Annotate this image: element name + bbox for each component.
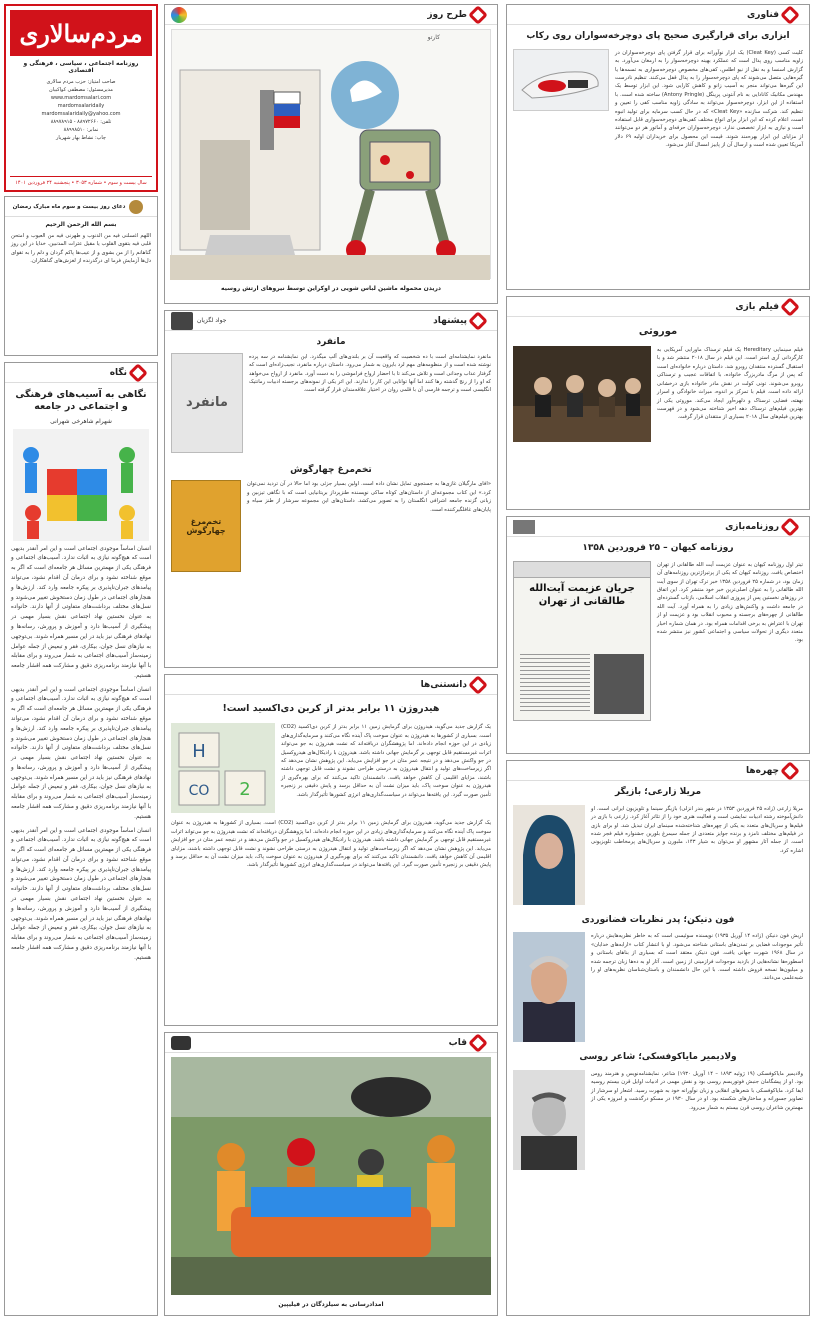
pishnahad-author: جواد لگزیان <box>197 317 227 324</box>
masthead-logo: مردم‌سالاری <box>10 10 152 56</box>
fanavari-section: فناوری <box>747 9 779 20</box>
pishnahad-section: پیشنهاد <box>433 315 467 326</box>
book1-body: مانفرد نمایشنامه‌ای است با ده شخصیت که واقعیت آن بر بلندی‌های آلپ میگذرد. این نمایشنامه در سه پرده نوشته شده است و از منظومه‌های مهم لرد بایرون به شمار می‌رود. داستان درباره مانفرد، نجیب‌زاده‌ای است که گرفتار عذاب وجدانی است و تلاش می‌کند تا با احضار ارواح فراموشی را به دست آورد. مانفرد از ارواح می‌خواهد که او را از رنج گذشته رها کنند اما آنها توانایی این کار را ندارند. این اثر یکی از نمونه‌های برجسته ادبیات رمانتیک انگلیسی است و ترجمه فارسی آن با قلمی روان در اختیار علاقه‌مندان قرار گرفته است. <box>249 353 491 394</box>
masthead-credit-line: mardomsalaridaily <box>57 103 105 109</box>
ghab-photo <box>171 1057 491 1295</box>
filmbazi-body: فیلم سینمایی Hereditary یک فیلم ترسناک ماورایی آمریکایی به کارگردانی آری استر است. این فیلم در سال ۲۰۱۸ منتشر شد و با استقبال گسترده منتقدان روبرو شد. داستان درباره خانواده‌ای است که پس از مرگ مادربزرگ خانواده، با اتفاقات عجیب و ترسناکی روبرو می‌شوند. تونی کولت در نقش مادر خانواده بازی درخشانی ارائه داده است. فیلم با تمرکز بر اندوه، میراث خانوادگی و اسرار نهفته، فضایی ترسناک و دلهره‌آور ایجاد می‌کند. موروثی یکی از بهترین فیلم‌های ترسناک دهه اخیر شناخته می‌شود و در فهرست بهترین فیلم‌های سال ۲۰۱۸ بسیاری از منتقدان قرار گرفت. <box>657 347 803 421</box>
h2-co2-image <box>171 723 275 813</box>
camera-icon <box>171 1036 191 1050</box>
filmbazi-box <box>506 296 810 510</box>
ghab-section: قاب <box>448 1037 467 1048</box>
negah-section: نگاه <box>109 367 127 378</box>
fanavari-body: کلیت کسی (Cleat Key) یک ابزار نوآورانه برای قرار گرفتن پای دوچرخه‌سواران در زاویه مناسب روی پدال است که عملکرد بهینه دوچرخه‌سوار را به ارمغان می‌آورد. به گزارش اسنسا و به نقل از نیو اطلس، کفی‌های مخصوص دوچرخه‌سواری به تسمه‌ها یا گیره‌هایی متصل می‌شوند که پای دوچرخه‌سوار را به پدال قفل می‌کنند. تنظیم نادرست این گیره‌ها می‌تواند منجر به آسیب زانو و کاهش کارایی شود. این ابزار توسط یک مهندس مکانیک کانادایی به نام آنتونی پرینگل (Antony Pringle) ساخته شده است. با استفاده از این ابزار، دوچرخه‌سوار می‌تواند به سادگی زاویه مناسب کفی را تعیین و تنظیم کند. شرکت سازنده «Cleat Key» که در حال کسب سرمایه برای تولید انبوه است، اعلام کرده که این ابزار برای انواع مختلف کفی‌های دوچرخه‌سواری قابل استفاده است و نیازی به ابزار تخصصی ندارد. دوچرخه‌سواران حرفه‌ای و آماتور هر دو می‌توانند از مزایای این ابزار بهره‌مند شوند. قیمت این محصول برای خریداران اولیه ۶۹ دلار آمریکا تعیین شده است و ارسال آن از پاییز امسال آغاز می‌شود. <box>615 49 803 149</box>
pishnahad-box <box>164 310 498 668</box>
masthead-credit-line: نمابر: ۸۸۹۹۸۵۱۰ <box>63 127 99 133</box>
hereditary-still <box>513 346 651 442</box>
negah-body-continued-2: انسان اساساً موجودی اجتماعی است و این امر آنقدر بدیهی است که هیچ‌گونه نیازی به اثبات ندارد. آسیب‌های اجتماعی و فرهنگی یکی از مهمترین مسائل هر جامعه‌ای است که اگر به موقع شناخته نشود و برای درمان آن اقدام نشود، می‌تواند پیامدهای جبران‌ناپذیری بر پیکره جامعه وارد کند. ارزش‌ها و هنجارهای اجتماعی در طول زمان دستخوش تغییر می‌شوند و نسل‌های مختلف برداشت‌های متفاوتی از آنها دارند. خانواده به عنوان نخستین نهاد اجتماعی نقش بسیار مهمی در پیشگیری از آسیب‌ها دارد و آموزش و پرورش، رسانه‌ها و نهادهای فرهنگی نیز باید در این مسیر همراه شوند. بی‌توجهی به نیازهای نسل جوان، بیکاری، فقر و تبعیض از جمله عوامل زمینه‌ساز آسیب‌های اجتماعی به شمار می‌روند و برای مقابله با آنها نیازمند برنامه‌ریزی دقیق و مشارکت همه اقشار جامعه هستیم. <box>11 827 151 961</box>
danestani-body: یک گزارش جدید می‌گوید، هیدروژن برای گرمایش زمین ۱۱ برابر بدتر از کربن دی‌اکسید (CO2) است. بسیاری از کشورها به هیدروژن به عنوان سوخت پاک آینده نگاه می‌کنند و سرمایه‌گذاری‌های زیادی در این حوزه انجام داده‌اند. اما پژوهشگران دریافته‌اند که نشت هیدروژن به جو می‌تواند اثرات غیرمستقیم قابل توجهی بر گرمایش جهانی داشته باشد. هیدروژن با رادیکال‌های هیدروکسیل در جو واکنش می‌دهد و در نتیجه عمر متان در جو افزایش می‌یابد. این پژوهش نشان می‌دهد که اگر زیرساخت‌های تولید و انتقال هیدروژن به درستی طراحی نشوند و نشت قابل توجهی داشته باشند، مزایای اقلیمی آن کاهش خواهد یافت. دانشمندان تاکید می‌کنند که برای بهره‌گیری از هیدروژن به عنوان سوخت پاک، باید میزان نشت آن به حداقل برسد و پایش دقیقی بر زنجیره تأمین صورت گیرد. این یافته‌ها می‌تواند در سیاست‌گذاری‌های انرژی کشورها تأثیرگذار باشد. <box>281 724 492 798</box>
person2-title: فون دنیکن؛ پدر نظریات فضانوردی <box>581 914 735 925</box>
prayer-box <box>4 196 158 356</box>
svg-text:2: 2 <box>239 779 251 801</box>
section-marker-icon <box>468 675 488 695</box>
section-marker-icon <box>468 5 488 25</box>
svg-text:H: H <box>192 741 206 763</box>
negah-image <box>13 429 149 541</box>
masthead-credit-line: mardomsalaridaily@yahoo.com <box>41 111 121 117</box>
book2-title: تخم‌مرغ چهارگوش <box>290 464 372 475</box>
danestani-body-continued: یک گزارش جدید می‌گوید، هیدروژن برای گرمایش زمین ۱۱ برابر بدتر از کربن دی‌اکسید (CO2) است. بسیاری از کشورها به هیدروژن به عنوان سوخت پاک آینده نگاه می‌کنند و سرمایه‌گذاری‌های زیادی در این حوزه انجام داده‌اند. اما پژوهشگران دریافته‌اند که نشت هیدروژن به جو می‌تواند اثرات غیرمستقیم قابل توجهی بر گرمایش جهانی داشته باشد. هیدروژن با رادیکال‌های هیدروکسیل در جو واکنش می‌دهد و در نتیجه عمر متان در جو افزایش می‌یابد. این پژوهش نشان می‌دهد که اگر زیرساخت‌های تولید و انتقال هیدروژن به درستی طراحی نشوند و نشت قابل توجهی داشته باشند، مزایای اقلیمی آن کاهش خواهد یافت. دانشمندان تاکید می‌کنند که برای بهره‌گیری از هیدروژن به عنوان سوخت پاک، باید میزان نشت آن به حداقل برسد و پایش دقیقی بر زنجیره تأمین صورت گیرد. این یافته‌ها می‌تواند در سیاست‌گذاری‌های انرژی کشورها تأثیرگذار باشد. <box>171 820 492 869</box>
kayhan-headline: جریان عزیمت آیت‌الله طالقانی از تهران <box>529 582 635 607</box>
section-marker-icon <box>780 5 800 25</box>
chehreha-box <box>506 760 810 1316</box>
book2-cover: تخم‌مرغ چهارگوش <box>171 480 241 572</box>
roozname-title: روزنامه کیهان – ۲۵ فروردین ۱۳۵۸ <box>582 543 734 553</box>
book2-body: «افای مارگیلان غازی‌ها به جستجوی تمایل نشان داده است. اولین بسیار جزئی بود اما حالا در آن تردید نمی‌توان کرد.» این کتاب مجموعه‌ای از داستان‌های کوتاه ساکی نویسنده طنزپرداز بریتانیایی است که با نگاهی تیزبین و زبانی گزنده جامعه اشرافی انگلستان را به تصویر می‌کشد. داستان‌های این مجموعه سرشار از طنز سیاه و پایان‌های غافلگیرکننده است. <box>247 481 491 513</box>
fanavari-box <box>506 4 810 290</box>
masthead-credit-line: www.mardomsalari.com <box>50 95 112 101</box>
ghab-box <box>164 1032 498 1316</box>
negah-body: انسان اساساً موجودی اجتماعی است و این امر آنقدر بدیهی است که هیچ‌گونه نیازی به اثبات ندارد. آسیب‌های اجتماعی و فرهنگی یکی از مهمترین مسائل هر جامعه‌ای است که اگر به موقع شناخته نشود و برای درمان آن اقدام نشود، می‌تواند پیامدهای جبران‌ناپذیری بر پیکره جامعه وارد کند. ارزش‌ها و هنجارهای اجتماعی در طول زمان دستخوش تغییر می‌شوند و نسل‌های مختلف برداشت‌های متفاوتی از آنها دارند. خانواده به عنوان نخستین نهاد اجتماعی نقش بسیار مهمی در پیشگیری از آسیب‌ها دارد و آموزش و پرورش، رسانه‌ها و نهادهای فرهنگی نیز باید در این مسیر همراه شوند. بی‌توجهی به نیازهای نسل جوان، بیکاری، فقر و تبعیض از جمله عوامل زمینه‌ساز آسیب‌های اجتماعی به شمار می‌روند و برای مقابله با آنها نیازمند برنامه‌ریزی دقیق و مشارکت همه اقشار جامعه هستیم. <box>11 545 151 679</box>
prayer-title: دعای روز بیست و سوم ماه مبارک رمضان <box>12 203 126 210</box>
prayer-opening: بسم الله الرحمن الرحیم <box>45 221 117 228</box>
masthead-credit-line: چاپ: نشاط بهار شهریار <box>56 135 106 141</box>
masthead-tagline: روزنامه اجتماعی ، سیاسی ، فرهنگی و اقتصادی <box>23 60 139 74</box>
masthead-credits <box>6 76 156 144</box>
cartoon-image <box>171 29 491 279</box>
person3-title: ولادیمیر مایاکوفسکی؛ شاعر روسی <box>579 1052 737 1063</box>
portrait-photo <box>594 654 644 714</box>
filmbazi-title: موروثی <box>638 326 678 337</box>
prayer-text: اللهم اغسلنی فیه من الذنوب و طهرنی فیه من العیوب و امتحن قلبی فیه بتقوی القلوب یا مقیل عثرات المذنبین. خدایا در این روز گناهانم را از من بشوی و از عیب‌ها پاکم گردان و دلم را به تقوای دل‌ها آزمایش فرما ای درگذرنده از لغزش‌های گناهکاران. <box>11 233 151 265</box>
kayhan-front-page <box>513 561 651 721</box>
newspaper-icon <box>513 520 535 534</box>
danestani-box <box>164 674 498 1026</box>
negah-box <box>4 362 158 1316</box>
negah-author: شهرام شاهرخی شهرانی <box>50 417 112 425</box>
section-marker-icon <box>780 517 800 537</box>
person1-body: مریلا زارعی (زاده ۲۵ فروردین ۱۳۵۳ در شهر بندر انزلی) بازیگر سینما و تلویزیون ایرانی است. او دانش‌آموخته رشته ادبیات نمایشی است و فعالیت هنری خود را از تئاتر آغاز کرد. زارعی با بازی در فیلم‌ها و سریال‌های متعدد به یکی از چهره‌های شناخته‌شده سینمای ایران تبدیل شد. او برای بازی در فیلم‌های مختلف نامزد و برنده جوایز متعددی از جمله سیمرغ بلورین جشنواره فیلم فجر شده است. از جمله آثار مشهور او می‌توان به شیار ۱۴۳، ملبورن و سریال‌های پرمخاطب تلویزیونی اشاره کرد. <box>591 805 803 854</box>
person2-body: اریش فون دنیکن (زاده ۱۴ آوریل ۱۹۳۵) نویسنده سوئیسی است که به خاطر نظریه‌هایش درباره تأثیر موجودات فضایی بر تمدن‌های باستانی شناخته می‌شود. او با انتشار کتاب «ارابه‌های خدایان» در سال ۱۹۶۸ شهرت جهانی یافت. فون دنیکن معتقد است که بسیاری از بناهای باستانی و اسطوره‌ها نشانه‌هایی از بازدید موجودات فرازمینی از زمین است. آثار او به ده‌ها زبان ترجمه شده و میلیون‌ها نسخه فروش داشته است. با این حال دانشمندان و باستان‌شناسان نظریه‌های او را شبه‌علمی می‌دانند. <box>591 933 804 982</box>
book1-cover: مانفرد <box>171 353 243 453</box>
danestani-section: دانستنی‌ها <box>420 679 467 690</box>
chehreha-section: چهره‌ها <box>746 765 779 776</box>
person2-photo <box>513 932 585 1042</box>
puzzle-people-illustration <box>13 429 149 541</box>
masthead-credit-line: مدیرمسئول: مصطفی کواکبیان <box>49 87 113 93</box>
section-marker-icon <box>128 363 148 383</box>
danestani-title: هیدروژن ۱۱ برابر بدتر از کربن دی‌اکسید است! <box>222 703 440 714</box>
roozname-body: تیتر اول روزنامه کیهان به عنوان عزیمت آیت الله طالقانی از تهران اختصاص یافت. روزنامه کیهان که یکی از پرتیراژترین روزنامه‌های آن زمان بود، در شماره ۲۵ فروردین ۱۳۵۸ خبر ترک تهران از سوی آیت الله طالقانی را به عنوان اصلی‌ترین خبر خود منتشر کرد. این اتفاق در روزهای نخستین پس از پیروزی انقلاب اسلامی، بازتاب گسترده‌ای در جامعه داشت و واکنش‌های زیادی را به همراه آورد. آیت الله طالقانی از چهره‌های برجسته و محبوب انقلاب بود و عزیمت او از تهران با اعتراض به برخی اقدامات همراه بود. در همان شماره اخبار متعدد دیگری از تحولات سیاسی و اجتماعی کشور نیز منتشر شده بود. <box>657 561 804 644</box>
negah-body-continued: انسان اساساً موجودی اجتماعی است و این امر آنقدر بدیهی است که هیچ‌گونه نیازی به اثبات ندارد. آسیب‌های اجتماعی و فرهنگی یکی از مهمترین مسائل هر جامعه‌ای است که اگر به موقع شناخته نشود و برای درمان آن اقدام نشود، می‌تواند پیامدهای جبران‌ناپذیری بر پیکره جامعه وارد کند. ارزش‌ها و هنجارهای اجتماعی در طول زمان دستخوش تغییر می‌شوند و نسل‌های مختلف برداشت‌های متفاوتی از آنها دارند. خانواده به عنوان نخستین نهاد اجتماعی نقش بسیار مهمی در پیشگیری از آسیب‌ها دارد و آموزش و پرورش، رسانه‌ها و نهادهای فرهنگی نیز باید در این مسیر همراه شوند. بی‌توجهی به نیازهای نسل جوان، بیکاری، فقر و تبعیض از جمله عوامل زمینه‌ساز آسیب‌های اجتماعی به شمار می‌روند و برای مقابله با آنها نیازمند برنامه‌ریزی دقیق و مشارکت همه اقشار جامعه هستیم. <box>11 686 151 820</box>
section-marker-icon <box>468 311 488 331</box>
masthead-credit-line: تلفن: ۸۸۹۷۲۶۶۰ - ۸۸۹۷۸۹۱۵ <box>50 119 112 125</box>
ghab-caption: امدادرسانی به سیلزدگان در فیلیپین <box>278 1301 384 1308</box>
negah-title: نگاهی به آسیب‌های فرهنگی و اجتماعی در جامعه <box>15 389 147 413</box>
cartoon-artist: کارتو <box>427 34 440 41</box>
section-marker-icon <box>468 1033 488 1053</box>
person3-body: ولادیمیر مایاکوفسکی (۱۹ ژوئیه ۱۸۹۳ – ۱۴ آوریل ۱۹۳۰) شاعر، نمایشنامه‌نویس و هنرمند روس بود. او از پیشگامان جنبش فوتوریسم روسی بود و نقش مهمی در ادبیات اوایل قرن بیستم روسیه ایفا کرد. مایاکوفسکی با شعرهای انقلابی و زبان نوآورانه خود به شهرت رسید. اشعار او سرشار از تصاویر جسورانه و ساختارهای شکسته بود. او در سال ۱۹۳۰ در مسکو درگذشت و امروزه یکی از مهمترین شاعران روسی قرن بیستم به شمار می‌رود. <box>591 1071 803 1111</box>
section-marker-icon <box>780 297 800 317</box>
section-marker-icon <box>780 761 800 781</box>
cartoon-drawing <box>170 30 490 280</box>
cartoon-box <box>164 4 498 304</box>
palette-icon <box>171 7 187 23</box>
masthead-credit-line: صاحب امتیاز: حزب مردم سالاری <box>46 79 116 85</box>
svg-text:CO: CO <box>188 783 210 800</box>
cartoon-section: طرح روز <box>427 9 467 20</box>
masthead <box>4 4 158 192</box>
cleat-key-image <box>513 49 609 111</box>
cartoon-caption: دریدن محموله ماشین لباس شویی در اوکراین توسط نیروهای ارتش روسیه <box>221 285 441 292</box>
filmbazi-section: فیلم بازی <box>735 301 779 312</box>
mosque-icon <box>129 200 143 214</box>
masthead-dateline: سال بیست و سوم • شماره ۳۰۵۳ • پنجشنبه ۲۴ فروردین ۱۴۰۱ <box>10 176 152 186</box>
fanavari-title: ابزاری برای قرارگیری صحیح پای دوچرخه‌سواران روی رکاب <box>526 31 790 41</box>
person3-photo <box>513 1070 585 1170</box>
book1-title: مانفرد <box>316 337 346 347</box>
person1-title: مریلا زارعی؛ بازیگر <box>614 787 702 797</box>
roozname-section: روزنامه‌بازی <box>725 521 779 532</box>
person1-photo <box>513 805 585 905</box>
roozname-box <box>506 516 810 754</box>
author-avatar <box>171 312 193 330</box>
